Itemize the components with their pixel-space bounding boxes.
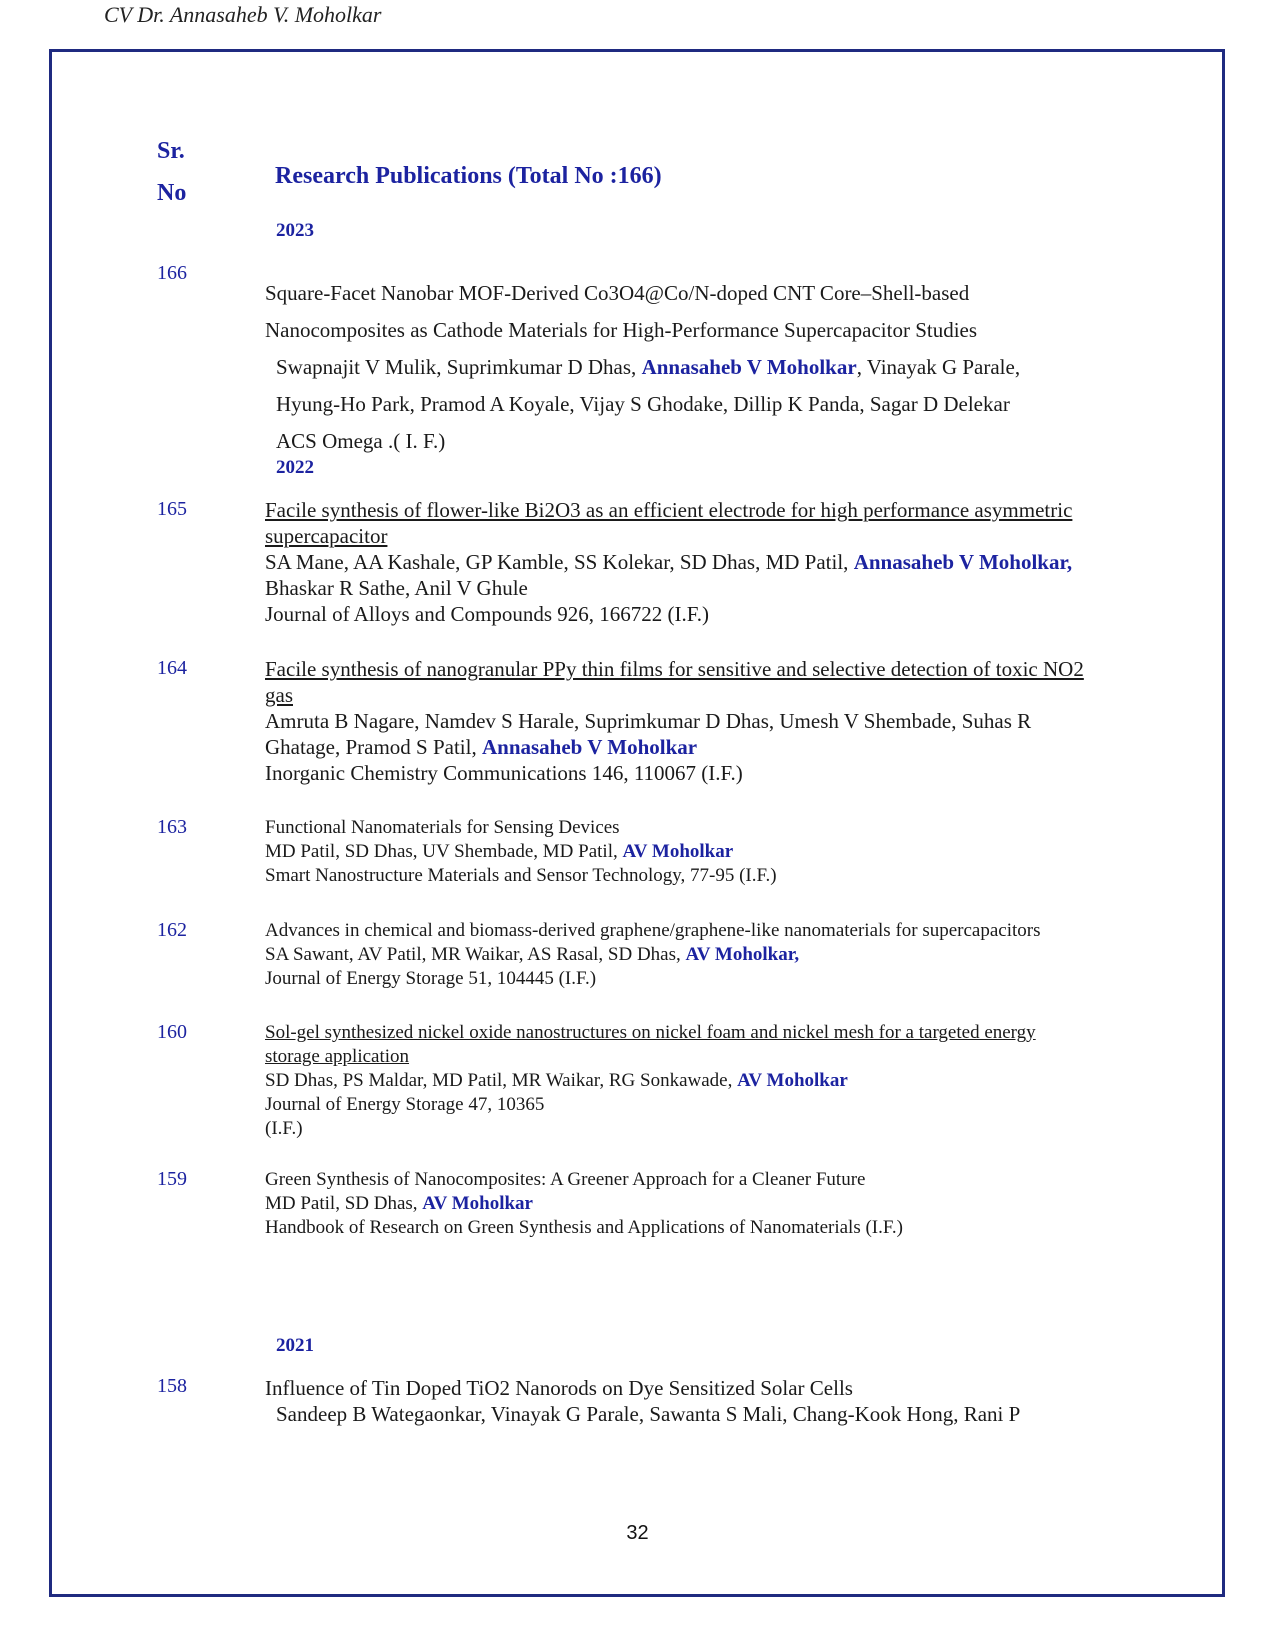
publication-title-link[interactable]: supercapacitor [265, 524, 388, 548]
publication-title-link[interactable]: gas [265, 683, 293, 707]
publication-authors: Bhaskar R Sathe, Anil V Ghule [265, 576, 528, 600]
year-heading-2023: 2023 [276, 220, 314, 241]
publication-number: 165 [157, 498, 187, 520]
publication-journal: Journal of Energy Storage 51, 104445 (I.F.) [265, 968, 597, 989]
publication-entry [265, 656, 1165, 786]
publication-journal: Inorganic Chemistry Communications 146, 110067 (I.F.) [265, 761, 743, 785]
highlighted-author: Annasaheb V Moholkar, [853, 550, 1073, 574]
running-header: CV Dr. Annasaheb V. Moholkar [104, 2, 382, 27]
publication-number: 159 [157, 1168, 187, 1190]
publication-entry [265, 1021, 1165, 1141]
publication-authors: Sandeep B Wategaonkar, Vinayak G Parale, Sawanta S Mali, Chang-Kook Hong, Rani P [276, 1402, 1021, 1426]
publication-entry [265, 919, 1165, 991]
publication-journal: (I.F.) [265, 1118, 303, 1139]
publication-title-link[interactable]: storage application [265, 1046, 410, 1067]
publication-title-link[interactable]: Facile synthesis of nanogranular PPy thin films for sensitive and selective detection of toxic NO2 [265, 657, 1084, 681]
publication-title: Influence of Tin Doped TiO2 Nanorods on Dye Sensitized Solar Cells [265, 1376, 853, 1400]
publication-title-link[interactable]: Facile synthesis of flower-like Bi2O3 as an efficient electrode for high performance asymmetric [265, 498, 1073, 522]
publication-authors: SA Mane, AA Kashale, GP Kamble, SS Kolekar, SD Dhas, MD Patil, Annasaheb V Moholkar, [265, 550, 1073, 574]
publication-journal: Journal of Energy Storage 47, 10365 [265, 1094, 545, 1115]
publication-entry [265, 1375, 1165, 1427]
publication-title: Nanocomposites as Cathode Materials for High-Performance Supercapacitor Studies [265, 318, 978, 342]
publication-authors: SA Sawant, AV Patil, MR Waikar, AS Rasal, SD Dhas, AV Moholkar, [265, 944, 800, 965]
publication-title: Green Synthesis of Nanocomposites: A Greener Approach for a Cleaner Future [265, 1169, 866, 1190]
highlighted-author: Annasaheb V Moholkar [641, 355, 857, 379]
publication-number: 166 [157, 262, 187, 284]
publication-title-link[interactable]: Sol-gel synthesized nickel oxide nanostructures on nickel foam and nickel mesh for a targeted energy [265, 1022, 1036, 1043]
publication-authors: Ghatage, Pramod S Patil, Annasaheb V Moholkar [265, 735, 698, 759]
highlighted-author: AV Moholkar [737, 1070, 848, 1091]
publication-number: 160 [157, 1021, 187, 1043]
publication-title: Advances in chemical and biomass-derived graphene/graphene-like nanomaterials for supercapacitors [265, 920, 1041, 941]
publication-authors: Swapnajit V Mulik, Suprimkumar D Dhas, Annasaheb V Moholkar, Vinayak G Parale, [276, 355, 1021, 379]
year-heading-2021: 2021 [276, 1335, 314, 1356]
publication-number: 164 [157, 657, 187, 679]
publication-journal: ACS Omega .( I. F.) [276, 429, 446, 453]
publication-entry [265, 816, 1165, 888]
year-heading-2022: 2022 [276, 457, 314, 478]
publication-authors: MD Patil, SD Dhas, UV Shembade, MD Patil, AV Moholkar [265, 841, 734, 862]
page-number: 32 [626, 1522, 649, 1544]
publication-title: Functional Nanomaterials for Sensing Devices [265, 817, 620, 838]
column-header-sr: Sr. [157, 138, 185, 164]
publication-authors: Amruta B Nagare, Namdev S Harale, Suprimkumar D Dhas, Umesh V Shembade, Suhas R [265, 709, 1032, 733]
publication-journal: Handbook of Research on Green Synthesis and Applications of Nanomaterials (I.F.) [265, 1217, 903, 1238]
publication-title: Square-Facet Nanobar MOF-Derived Co3O4@Co/N-doped CNT Core–Shell-based [265, 281, 970, 305]
highlighted-author: Annasaheb V Moholkar [481, 735, 698, 759]
column-header-no: No [157, 180, 187, 206]
publication-journal: Smart Nanostructure Materials and Sensor Technology, 77-95 (I.F.) [265, 865, 777, 886]
publication-authors: Hyung-Ho Park, Pramod A Koyale, Vijay S Ghodake, Dillip K Panda, Sagar D Delekar [276, 392, 1010, 416]
publication-journal: Journal of Alloys and Compounds 926, 166722 (I.F.) [265, 602, 709, 626]
publication-entry [265, 275, 1165, 460]
section-title: Research Publications (Total No :166) [275, 163, 662, 189]
publication-entry [265, 1168, 1165, 1240]
highlighted-author: AV Moholkar, [685, 944, 800, 965]
publication-entry [265, 497, 1165, 627]
highlighted-author: AV Moholkar [422, 1193, 533, 1214]
publication-number: 162 [157, 919, 187, 941]
highlighted-author: AV Moholkar [622, 841, 734, 862]
publication-number: 163 [157, 816, 187, 838]
publication-number: 158 [157, 1375, 187, 1397]
publication-authors: SD Dhas, PS Maldar, MD Patil, MR Waikar, RG Sonkawade, AV Moholkar [265, 1070, 848, 1091]
publication-authors: MD Patil, SD Dhas, AV Moholkar [265, 1193, 533, 1214]
